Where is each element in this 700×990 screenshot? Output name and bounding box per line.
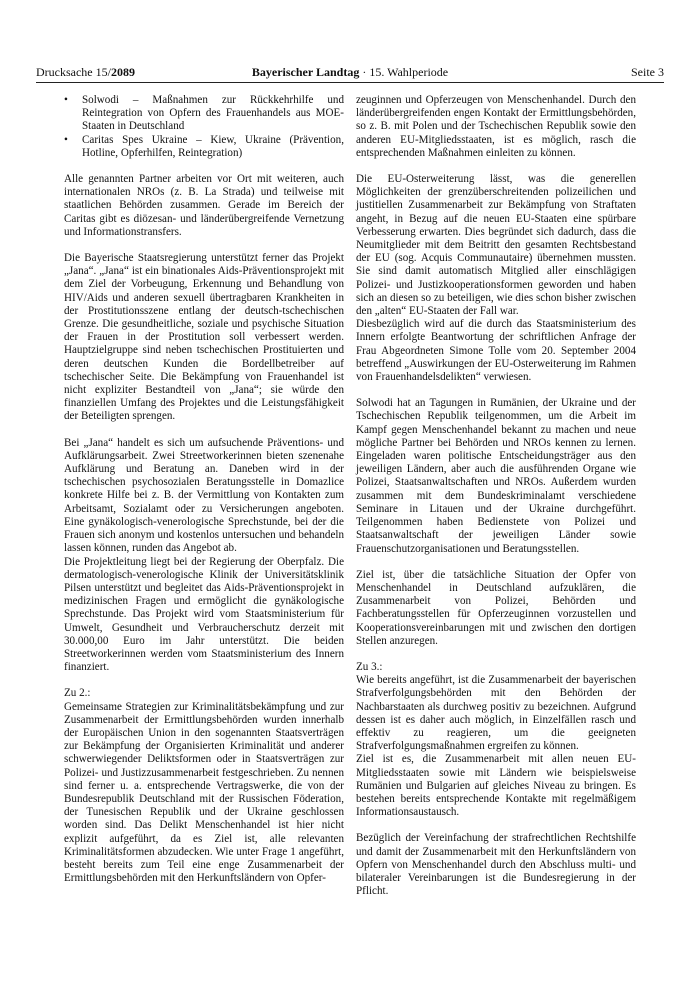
partner-list	[64, 94, 344, 160]
list-item-text: Caritas Spes Ukraine – Kiew, Ukraine (Prävention, Hotline, Opferhilfen, Reintegration)	[82, 133, 344, 159]
bullet-icon: •	[64, 94, 68, 106]
section-heading: Zu 3.:	[356, 660, 383, 673]
paragraph: Bei „Jana“ handelt es sich um aufsuchende Präventions- und Aufklärungsarbeit. Zwei Streetworkerinnen bieten szenenahe Aufklärung und Beratung an. Daneben wird in der tschechischen psychosozialen Beratungsstelle in Domazlice konkrete Hilfe bei z. B. der Vermittlung von Kontakten zum Arbeitsamt, Sozialamt oder zu Versicherungen angeboten. Eine gynäkologisch-venerologische Sprechstunde, bei der die Frauen sich anonym und kostenlos untersuchen und behandeln lassen können, runden das Angebot ab.	[64, 436, 344, 555]
list-item-text: Solwodi – Maßnahmen zur Rückkehrhilfe und Reintegration von Opfern des Frauenhandels aus MOE-Staaten in Deutschland	[82, 94, 344, 133]
paragraph: Die Projektleitung liegt bei der Regierung der Oberpfalz. Die dermatologisch-venerologische Klinik der Universitätsklinik Pilsen unterstützt und begleitet das Aids-Präventionsprojekt in medizinischen Fragen und ermöglicht die gynäkologische Sprechstunde. Das Projekt wird vom Staatsministerium für Umwelt, Gesundheit und Verbraucherschutz derzeit mit 30.000,00 Euro im Jahr unterstützt. Die beiden Streetworkerinnen werden vom Staatsministerium des Innern finanziert.	[64, 555, 344, 674]
page-number: Seite 3	[631, 65, 664, 79]
paragraph: Wie bereits angeführt, ist die Zusammenarbeit der bayerischen Strafverfolgungsbehörden mit den Behörden der Nachbarstaaten als durchweg positiv zu bezeichnen. Aufgrund dessen ist es daher auch möglich, in Einzelfällen rasch und effektiv zu reagieren, um die geeigneten Strafverfolgungsmaßnahmen ergreifen zu können.	[356, 674, 636, 753]
paragraph: Gemeinsame Strategien zur Kriminalitätsbekämpfung und zur Zusammenarbeit der Ermittlungsbehörden wurden innerhalb der Europäischen Union in den sogenannten Staatsverträgen zur Bekämpfung der Organisierten Kriminalität und anderer schwerwiegender Deliktsformen oder in Staatsverträgen zur Polizei- und Justizzusammenarbeit festgeschrieben. Zu nennen sind ferner u. a. entsprechende Vertragswerke, die von der Bundesrepublik Deutschland mit der Russischen Föderation, der Tunesischen Republik und der Ukraine geschlossen worden sind. Das Delikt Menschenhandel ist hier nicht explizit aufgeführt, da es Ziel ist, alle relevanten Kriminalitätsformen abzudecken. Wie unter Frage 1 angeführt, besteht bereits zum Teil eine enge Zusammenarbeit der Ermittlungsbehörden mit den Herkunftsländern von Opfer-	[64, 700, 344, 885]
paragraph: Die EU-Osterweiterung lässt, was die generellen Möglichkeiten der grenzüberschreitenden polizeilichen und justitiellen Zusammenarbeit zur Bekämpfung von Straftaten angeht, in Bezug auf die neuen EU-Staaten eine spürbare Verbesserung erwarten. Dies begründet sich dadurch, dass die Neumitglieder mit dem Beitritt den gesamten Rechtsbestand der EU (sog. Acquis Communautaire) übernehmen mussten. Sie sind damit automatisch Mitglied aller einschlägigen Polizei- und Justizkooperationsformen geworden und haben sich an diesen so zu beteiligen, wie dies schon bisher zwischen den „alten“ EU-Staaten der Fall war.	[356, 173, 636, 318]
document-number-prefix: Drucksache 15/	[36, 65, 111, 79]
list-item	[64, 94, 344, 134]
paragraph: Ziel ist es, die Zusammenarbeit mit allen neuen EU-Mitgliedsstaaten sowie mit Ländern wie beispielsweise Rumänien und Bulgarien auf gleiches Niveau zu bringen. Es bestehen bereits entsprechende Kontakte mit regelmäßigem Informationsaustausch.	[356, 753, 636, 819]
section-heading: Zu 2.:	[64, 687, 91, 700]
page-header	[36, 64, 664, 82]
right-column	[356, 94, 636, 911]
paragraph: Diesbezüglich wird auf die durch das Staatsministerium des Innern erfolgte Beantwortung der schriftlichen Anfrage der Frau Abgeordneten Simone Tolle vom 20. September 2004 betreffend „Auswirkungen der EU-Osterweiterung im Rahmen von Frauenhandelsdelikten“ verwiesen.	[356, 318, 636, 384]
legislative-period: · 15. Wahlperiode	[362, 65, 449, 79]
paragraph: zeuginnen und Opferzeugen von Menschenhandel. Durch den länderübergreifenden engen Kontakt der Ermittlungsbehörden, so z. B. mit Polen und der Tschechischen Republik sowie den anderen EU-Mitgliedsstaaten, ist es möglich, rasch die entsprechenden Maßnahmen einleiten zu können.	[356, 94, 636, 159]
bullet-icon: •	[64, 133, 68, 146]
publisher-title	[36, 64, 664, 80]
paragraph: Die Bayerische Staatsregierung unterstützt ferner das Projekt „Jana“. „Jana“ ist ein binationales Aids-Präventionsprojekt mit dem Ziel der Vorbeugung, Erkennung und Behandlung von HIV/Aids und anderen sexuell übertragbaren Krankheiten in der Prostitutionsszene entlang der deutsch-tschechischen Grenze. Die gesundheitliche, soziale und psychische Situation der Frauen in der Prostitution soll verbessert werden. Hauptzielgruppe sind neben tschechischen Prostituierten und deren deutschen Kunden die Bordellbetreiber auf tschechischer Seite. Die Bekämpfung von Frauenhandel ist nicht expliziter Bestandteil von „Jana“; sie würde den finanziellen Umfang des Projektes und die Leistungsfähigkeit der Beteiligten sprengen.	[64, 252, 344, 423]
publisher-name: Bayerischer Landtag	[251, 65, 360, 79]
paragraph: Ziel ist, über die tatsächliche Situation der Opfer von Menschenhandel in Deutschland aufzuklären, die Zusammenarbeit von Polizei, Behörden und Fachberatungsstellen für Opferzeuginnen vorzustellen und Kooperationsvereinbarungen mit und zwischen den dortigen Stellen anzuregen.	[356, 568, 636, 647]
paragraph: Alle genannten Partner arbeiten vor Ort mit weiteren, auch internationalen NROs (z. B. La Strada) und teilweise mit staatlichen Behörden zusammen. Gerade im Bereich der Caritas gibt es diözesan- und länderübergreifende Vernetzung und Informationstransfers.	[64, 173, 344, 238]
document-number-value: 2089	[110, 65, 135, 79]
left-column	[64, 94, 344, 898]
paragraph: Bezüglich der Vereinfachung der strafrechtlichen Rechtshilfe und damit der Zusammenarbeit mit den Herkunftsländern von Opfern von Menschenhandel durch den Abschluss multi- und bilateraler Vereinbarungen ist die Bundesregierung in der Pflicht.	[356, 832, 636, 898]
paragraph: Solwodi hat an Tagungen in Rumänien, der Ukraine und der Tschechischen Republik teilgenommen, um die Arbeit im Kampf gegen Menschenhandel bekannt zu machen und neue mögliche Partner bei Behörden und NROs kennen zu lernen. Eingeladen waren politische Entscheidungsträger aus den jeweiligen Ländern, aber auch die ausführenden Organe wie Polizei, Staatsanwaltschaften und NROs. Außerdem wurden zusammen mit dem Bundeskriminalamt verschiedene Seminare in Litauen und der Ukraine durchgeführt. Teilgenommen haben Bedienstete von Polizei und Staatsanwaltschaft der jeweiligen Länder sowie Frauenschutzorganisationen und Beratungsstellen.	[356, 397, 636, 555]
list-item	[64, 134, 344, 160]
header-rule	[36, 82, 664, 83]
